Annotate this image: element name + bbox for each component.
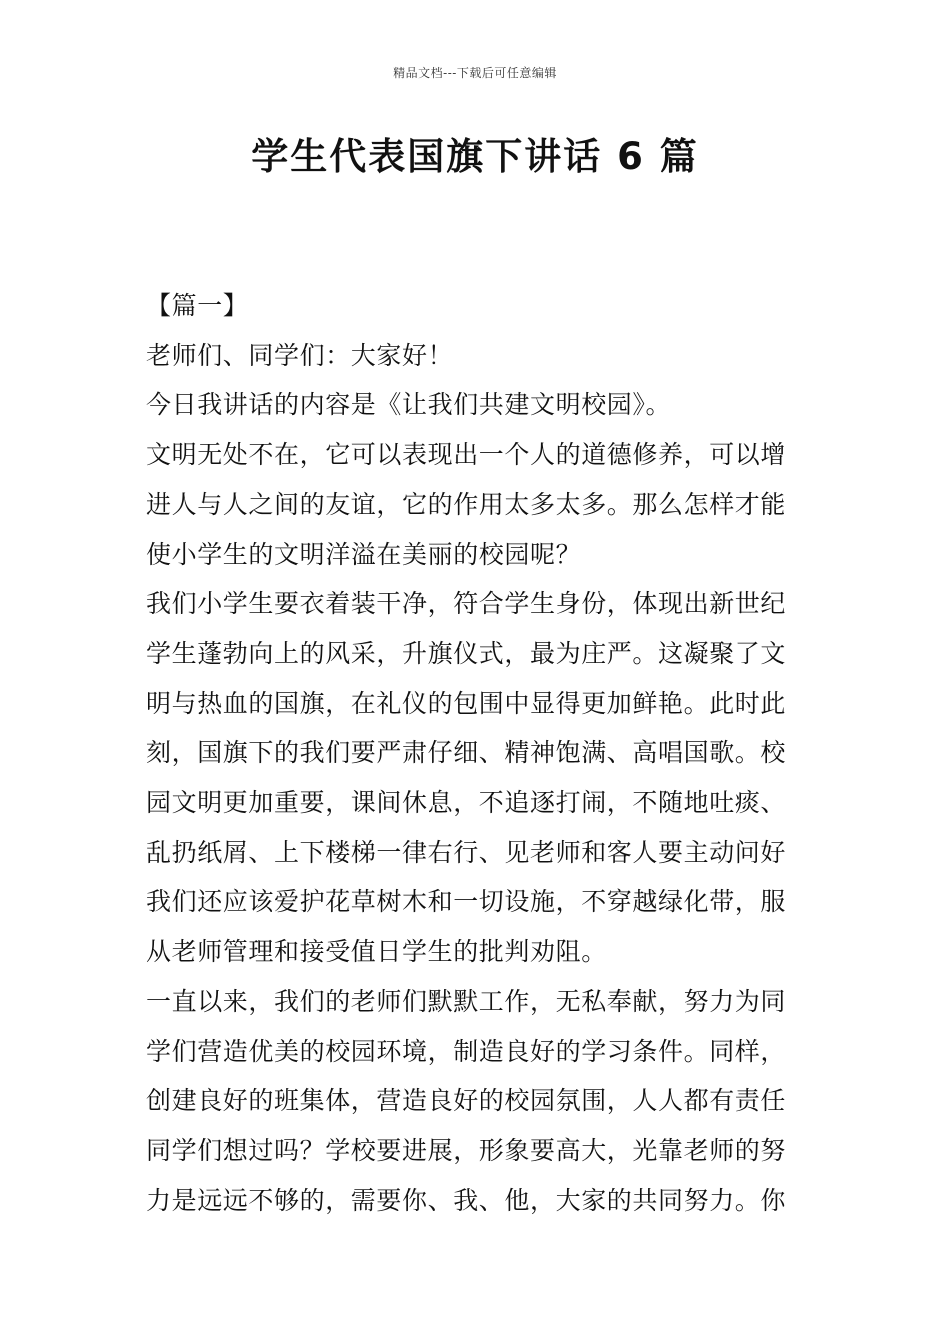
paragraph-topic: 今日我讲话的内容是《让我们共建文明校园》。 <box>146 390 672 420</box>
paragraph-civility: 文明无处不在，它可以表现出一个人的道德修养，可以增进人与人之间的友谊，它的作用太多太多。那么怎样才能使小学生的文明洋溢在美丽的校园呢？ <box>146 440 787 569</box>
paragraph-greeting: 老师们、同学们：大家好！ <box>146 340 454 370</box>
section-label: 【篇一】 <box>146 291 249 320</box>
document-title: 学生代表国旗下讲话 6 篇 <box>251 135 699 178</box>
paragraph-conduct: 我们小学生要衣着装干净，符合学生身份，体现出新世纪学生蓬勃向上的风采，升旗仪式，最为庄严。这凝聚了文明与热血的国旗，在礼仪的包围中显得更加鲜艳。此时此刻，国旗下的我们要严肃仔细、精神饱满、高唱国歌。校园文明更加重要，课间休息，不追逐打闹，不随地吐痰、乱扔纸屑、上下楼梯一律右行、见老师和客人要主动问好我们还应该爱护花草树木和一切设施，不穿越绿化带，服从老师管理和接受值日学生的批判劝阻。 <box>146 589 787 967</box>
paragraph-teachers: 一直以来，我们的老师们默默工作，无私奉献，努力为同学们营造优美的校园环境，制造良好的学习条件。同样，创建良好的班集体，营造良好的校园氛围，人人都有责任同学们想过吗？学校要进展，形象要高大，光靠老师的努力是远远不够的，需要你、我、他，大家的共同努力。你 <box>146 986 787 1215</box>
header-note: 精品文档---下载后可任意编辑 <box>393 66 557 80</box>
document-body <box>146 281 806 1225</box>
